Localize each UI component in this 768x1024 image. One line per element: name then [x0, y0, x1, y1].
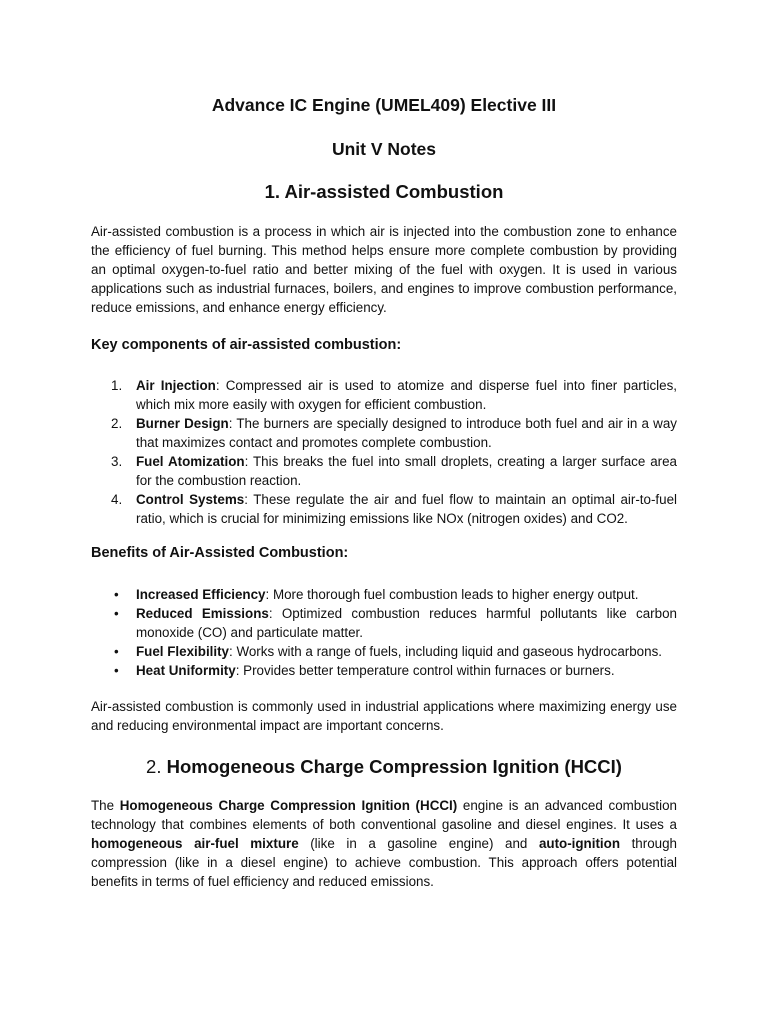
components-heading: Key components of air-assisted combustion:: [91, 337, 402, 353]
bullet-icon: •: [114, 644, 119, 659]
section-1-intro: Air-assisted combustion is a process in which air is injected into the combustion zone to enhance the efficiency of fuel burning. This method helps ensure more complete combustion by providing an optimal oxygen-to-fuel ratio and better mixing of the fuel with oxygen. It is used in various applications such as industrial furnaces, boilers, and engines to improve combustion performance, reduce emissions, and enhance energy efficiency.: [91, 224, 677, 315]
term: Control Systems: [136, 492, 245, 507]
section-2-number: 2.: [146, 756, 162, 777]
description: : This breaks the fuel into small droplets, creating a larger surface area for the combustion reaction.: [136, 454, 678, 488]
components-list: [91, 376, 677, 528]
description: : Compressed air is used to atomize and disperse fuel into finer particles, which mix more easily with oxygen for efficient combustion.: [136, 378, 677, 412]
bullet-icon: •: [114, 587, 119, 602]
hcci-paragraph: [91, 796, 677, 891]
section-1-title: Air-assisted Combustion: [284, 181, 504, 202]
list-number: 3.: [111, 454, 123, 469]
list-number: 1.: [111, 378, 123, 393]
text-run: through compression (like in a diesel engine) to achieve combustion. This approach offers potential benefits in terms of fuel efficiency and reduced emissions.: [91, 836, 677, 889]
text-run: The: [91, 798, 120, 813]
description: : More thorough fuel combustion leads to higher energy output.: [265, 587, 639, 602]
bullet-icon: •: [114, 663, 119, 678]
term: Increased Efficiency: [136, 587, 266, 602]
section-2-title: Homogeneous Charge Compression Ignition (HCCI): [166, 756, 622, 777]
section-1-number: 1.: [264, 181, 280, 202]
document-subtitle: Unit V Notes: [331, 139, 437, 159]
description: : Works with a range of fuels, including liquid and gaseous hydrocarbons.: [229, 644, 662, 659]
description: : The burners are specially designed to introduce both fuel and air in a way that maximizes contact and promotes complete combustion.: [136, 416, 677, 450]
description: : Provides better temperature control within furnaces or burners.: [235, 663, 615, 678]
section-1-heading: [0, 181, 768, 203]
term: Reduced Emissions: [136, 606, 269, 621]
text-run: (like in a gasoline engine) and: [298, 836, 539, 851]
list-item: [91, 604, 677, 642]
term: Fuel Atomization: [136, 454, 245, 469]
list-item: [91, 490, 677, 528]
term: Burner Design: [136, 416, 229, 431]
bold-term: auto-ignition: [538, 836, 621, 851]
description: : These regulate the air and fuel flow to maintain an optimal air-to-fuel ratio, which is crucial for minimizing emissions like NOx (nitrogen oxides) and CO2.: [136, 492, 678, 526]
list-number: 4.: [111, 492, 123, 507]
bold-term: homogeneous air-fuel mixture: [91, 836, 299, 851]
closing-paragraph: Air-assisted combustion is commonly used in industrial applications where maximizing energy use and reducing environmental impact are important concerns.: [91, 699, 677, 733]
bold-term: Homogeneous Charge Compression Ignition (HCCI): [119, 798, 458, 813]
list-item: [91, 452, 677, 490]
list-item: [91, 642, 677, 661]
list-item: [91, 661, 677, 680]
list-item: [91, 414, 677, 452]
description: : Optimized combustion reduces harmful pollutants like carbon monoxide (CO) and particulate matter.: [136, 606, 677, 640]
document-title: Advance IC Engine (UMEL409) Elective III: [211, 95, 557, 115]
term: Fuel Flexibility: [136, 644, 230, 659]
term: Heat Uniformity: [136, 663, 236, 678]
list-item: [91, 585, 677, 604]
benefits-heading: Benefits of Air-Assisted Combustion:: [91, 545, 349, 561]
list-item: [91, 376, 677, 414]
list-number: 2.: [111, 416, 123, 431]
text-run: engine is an advanced combustion technology that combines elements of both conventional gasoline and diesel engines. It uses a: [91, 798, 677, 832]
bullet-icon: •: [114, 606, 119, 621]
term: Air Injection: [136, 378, 216, 393]
section-2-heading: [0, 756, 768, 778]
benefits-list: [91, 585, 677, 680]
